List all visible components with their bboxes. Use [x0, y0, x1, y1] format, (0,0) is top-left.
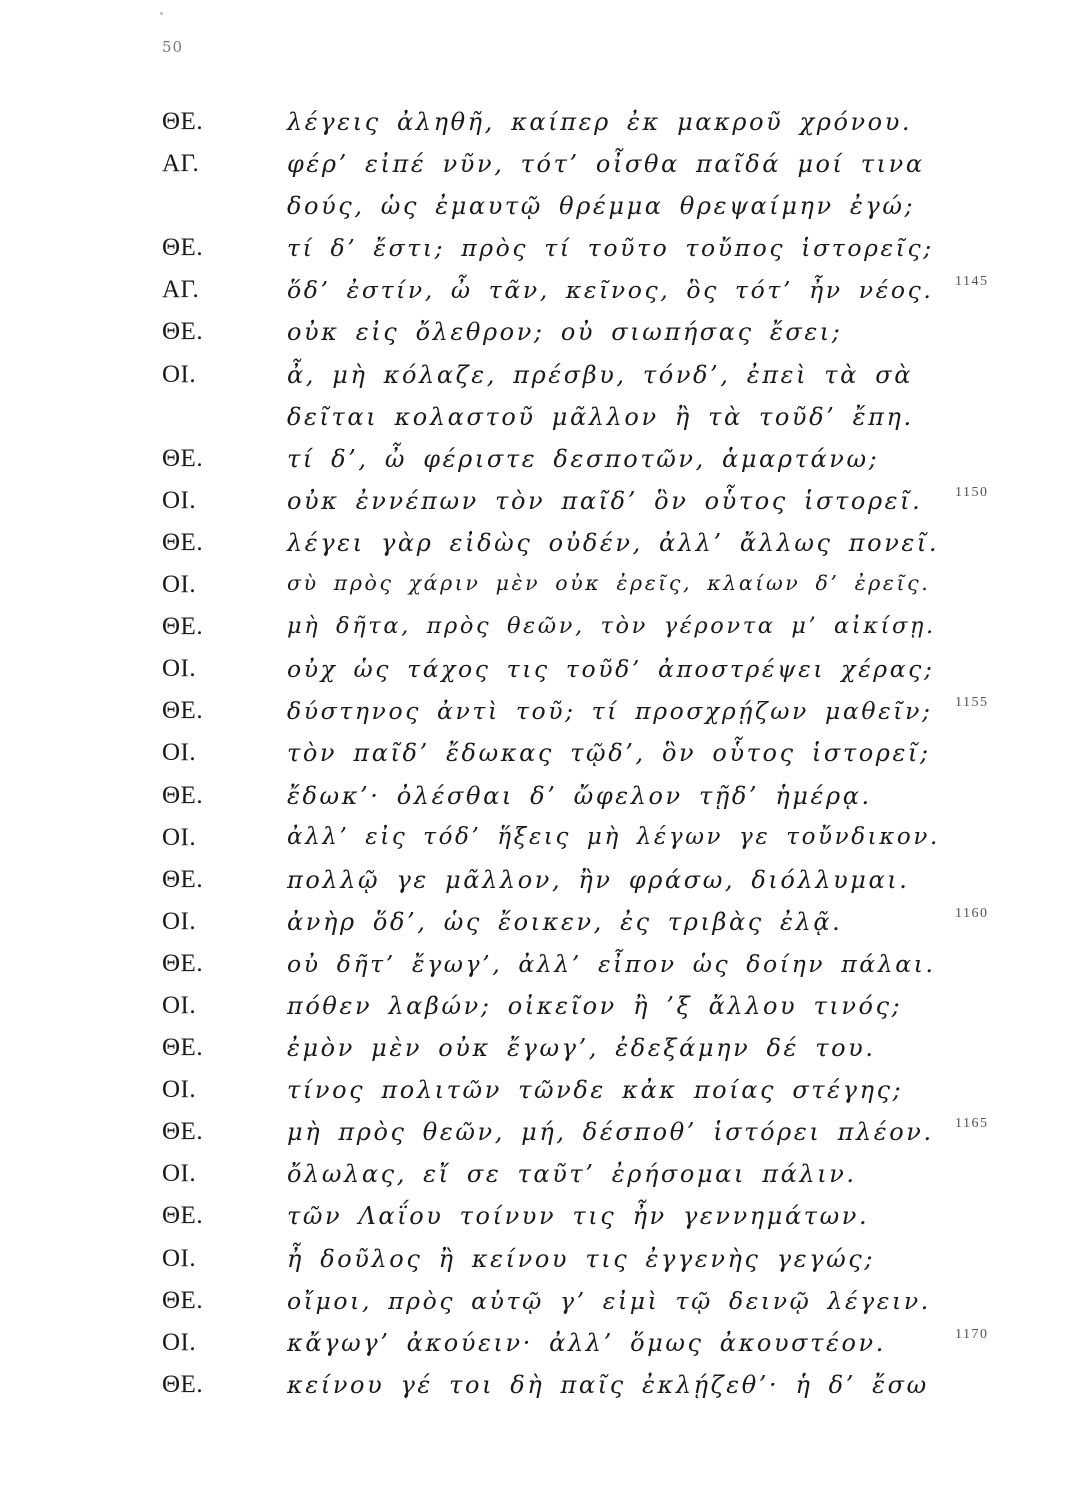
- speaker-label: ΟΙ.: [162, 1328, 197, 1356]
- verse-text: οὐχ ὡς τάχος τις τοῦδ’ ἀποστρέψει χέρας;: [287, 655, 935, 684]
- verse-line: [0, 1321, 1083, 1363]
- verse-line: [0, 1026, 1083, 1068]
- speaker-label: ΟΙ.: [162, 823, 197, 851]
- speaker-label: ΘΕ.: [162, 1118, 204, 1146]
- verse-line: [0, 479, 1083, 521]
- speaker-label: ΘΕ.: [162, 613, 204, 641]
- page-number: 50: [162, 38, 184, 56]
- verse-text: δούς, ὡς ἐμαυτῷ θρέμμα θρεψαίμην ἐγώ;: [287, 192, 916, 221]
- verse-line: [0, 731, 1083, 773]
- speaker-label: ΘΕ.: [162, 1202, 204, 1230]
- verse-line: [0, 647, 1083, 689]
- line-number: 1150: [955, 484, 989, 500]
- line-number: 1170: [955, 1326, 989, 1342]
- speaker-label: ΟΙ.: [162, 486, 197, 514]
- verse-line: [0, 353, 1083, 395]
- verse-text: πολλῷ γε μᾶλλον, ἢν φράσω, διόλλυμαι.: [287, 865, 910, 894]
- speaker-label: ΘΕ.: [162, 697, 204, 725]
- verse-text: δεῖται κολαστοῦ μᾶλλον ἢ τὰ τοῦδ’ ἔπη.: [287, 402, 914, 431]
- verse-text: ἆ, μὴ κόλαζε, πρέσβυ, τόνδ’, ἐπεὶ τὰ σὰ: [287, 360, 914, 389]
- verse-line: [0, 142, 1083, 184]
- verse-line: [0, 900, 1083, 942]
- verse-line: [0, 1068, 1083, 1110]
- verse-text: ὄλωλας, εἴ σε ταῦτ’ ἐρήσομαι πάλιν.: [287, 1160, 857, 1189]
- verse-text: ὅδ’ ἐστίν, ὦ τᾶν, κεῖνος, ὃς τότ’ ἦν νέος.: [287, 276, 934, 305]
- verse-text: φέρ’ εἰπέ νῦν, τότ’ οἶσθα παῖδά μοί τινα: [287, 150, 925, 179]
- verse-block: [0, 100, 1083, 1405]
- line-number: 1155: [955, 695, 989, 711]
- verse-text: τί δ’, ὦ φέριστε δεσποτῶν, ἁμαρτάνω;: [287, 444, 880, 473]
- speaker-label: ΟΙ.: [162, 655, 197, 683]
- speaker-label: ΟΙ.: [162, 739, 197, 767]
- verse-text: ἔδωκ’· ὀλέσθαι δ’ ὤφελον τῇδ’ ἡμέρᾳ.: [287, 781, 872, 810]
- verse-text: οὐκ εἰς ὄλεθρον; οὐ σιωπήσας ἔσει;: [287, 318, 843, 347]
- speaker-label: ΘΕ.: [162, 108, 204, 135]
- verse-line: [0, 1194, 1083, 1236]
- verse-line: [0, 858, 1083, 900]
- speaker-label: ΟΙ.: [162, 907, 197, 935]
- verse-text: τίνος πολιτῶν τῶνδε κἀκ ποίας στέγης;: [287, 1076, 904, 1105]
- verse-line: [0, 184, 1083, 226]
- speaker-label: ΟΙ.: [162, 1244, 197, 1272]
- verse-text: οὐ δῆτ’ ἔγωγ’, ἀλλ’ εἶπον ὡς δοίην πάλαι.: [287, 949, 936, 978]
- verse-text: κἄγωγ’ ἀκούειν· ἀλλ’ ὅμως ἀκουστέον.: [287, 1328, 886, 1357]
- line-number: 1160: [955, 905, 989, 921]
- verse-text: τὸν παῖδ’ ἔδωκας τῷδ’, ὃν οὗτος ἱστορεῖ;: [287, 739, 931, 768]
- speaker-label: ΑΓ.: [162, 276, 200, 304]
- speaker-label: ΘΕ.: [162, 949, 204, 977]
- verse-text: πόθεν λαβών; οἰκεῖον ἢ ’ξ ἄλλου τινός;: [287, 991, 903, 1020]
- speaker-label: ΟΙ.: [162, 1076, 197, 1104]
- verse-text: μὴ πρὸς θεῶν, μή, δέσποθ’ ἱστόρει πλέον.: [287, 1118, 934, 1147]
- speaker-label: ΘΕ.: [162, 444, 204, 472]
- verse-text: τῶν Λαΐου τοίνυν τις ἦν γεννημάτων.: [287, 1202, 870, 1231]
- speaker-label: ΟΙ.: [162, 360, 197, 388]
- speaker-label: ΘΕ.: [162, 781, 204, 809]
- speaker-label: ΟΙ.: [162, 991, 197, 1019]
- verse-text: λέγεις ἀληθῆ, καίπερ ἐκ μακροῦ χρόνου.: [287, 108, 913, 136]
- verse-text: οἴμοι, πρὸς αὐτῷ γ’ εἰμὶ τῷ δεινῷ λέγειν.: [287, 1286, 931, 1315]
- verse-text: ἐμὸν μὲν οὐκ ἔγωγ’, ἐδεξάμην δέ του.: [287, 1034, 876, 1063]
- verse-line: [0, 268, 1083, 310]
- speaker-label: ΘΕ.: [162, 865, 204, 893]
- speaker-label: ΘΕ.: [162, 318, 204, 346]
- verse-line: [0, 1363, 1083, 1405]
- speaker-label: ΟΙ.: [162, 1160, 197, 1188]
- verse-text: τί δ’ ἔστι; πρὸς τί τοῦτο τοὔπος ἱστορεῖς;: [287, 234, 934, 263]
- verse-line: [0, 310, 1083, 352]
- speaker-label: ΘΕ.: [162, 1370, 204, 1398]
- speaker-label: ΘΕ.: [162, 1286, 204, 1314]
- verse-line: [0, 1279, 1083, 1321]
- verse-line: [0, 563, 1083, 605]
- speaker-label: ΟΙ.: [162, 571, 197, 599]
- speaker-label: ΑΓ.: [162, 150, 200, 178]
- verse-line: [0, 100, 1083, 142]
- verse-text: ἀνὴρ ὅδ’, ὡς ἔοικεν, ἐς τριβὰς ἐλᾷ.: [287, 907, 843, 936]
- verse-text: μὴ δῆτα, πρὸς θεῶν, τὸν γέροντα μ’ αἰκίσῃ.: [287, 613, 936, 640]
- verse-text: ἦ δοῦλος ἢ κείνου τις ἐγγενὴς γεγώς;: [287, 1244, 876, 1273]
- verse-text: λέγει γὰρ εἰδὼς οὐδέν, ἀλλ’ ἄλλως πονεῖ.: [287, 528, 940, 557]
- speaker-label: ΘΕ.: [162, 528, 204, 556]
- verse-line: [0, 942, 1083, 984]
- verse-line: [0, 1237, 1083, 1279]
- verse-line: [0, 689, 1083, 731]
- verse-line: [0, 1110, 1083, 1152]
- speaker-label: ΘΕ.: [162, 234, 204, 262]
- line-number: 1145: [955, 274, 989, 290]
- verse-line: [0, 395, 1083, 437]
- verse-line: [0, 1152, 1083, 1194]
- verse-line: [0, 774, 1083, 816]
- line-number: 1165: [955, 1116, 989, 1132]
- verse-line: [0, 437, 1083, 479]
- speaker-label: ΘΕ.: [162, 1034, 204, 1062]
- verse-line: [0, 226, 1083, 268]
- verse-text: κείνου γέ τοι δὴ παῖς ἐκλῄζεθ’· ἡ δ’ ἔσω: [287, 1370, 929, 1399]
- page-speck: [160, 12, 163, 15]
- verse-line: [0, 521, 1083, 563]
- verse-line: [0, 984, 1083, 1026]
- verse-text: ἀλλ’ εἰς τόδ’ ἥξεις μὴ λέγων γε τοὔνδικον.: [287, 823, 940, 850]
- verse-line: [0, 816, 1083, 858]
- verse-text: δύστηνος ἀντὶ τοῦ; τί προσχρῄζων μαθεῖν;: [287, 697, 933, 726]
- verse-text: οὐκ ἐννέπων τὸν παῖδ’ ὃν οὗτος ἱστορεῖ.: [287, 486, 923, 515]
- verse-text: σὺ πρὸς χάριν μὲν οὐκ ἐρεῖς, κλαίων δ’ ἐρεῖς.: [287, 571, 931, 596]
- verse-line: [0, 605, 1083, 647]
